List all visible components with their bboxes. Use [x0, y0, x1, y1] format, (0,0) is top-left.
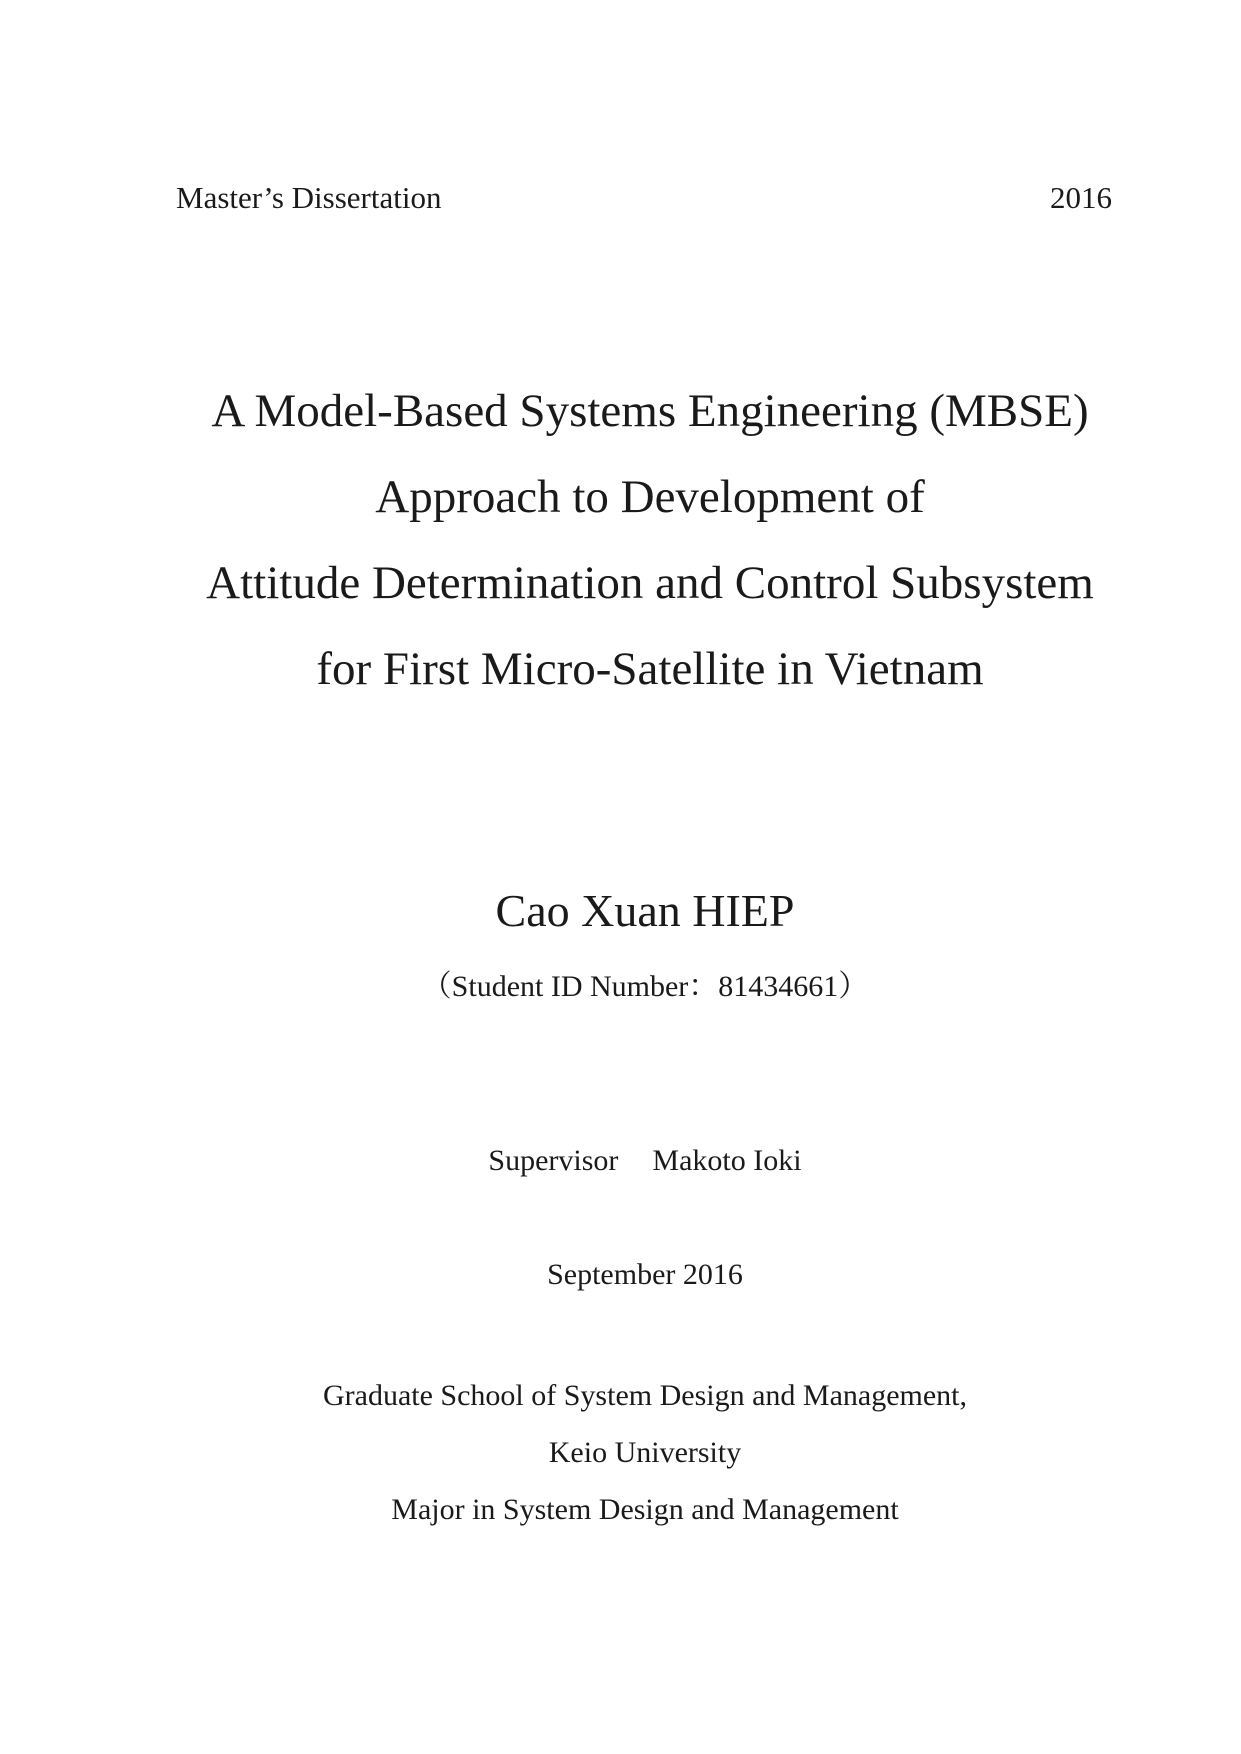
affiliation — [0, 1367, 1241, 1538]
title-line: A Model-Based Systems Engineering (MBSE) — [211, 385, 1089, 437]
student-id: （Student ID Number：81434661） — [421, 970, 869, 1003]
supervisor-label: Supervisor — [488, 1144, 619, 1177]
affiliation-line: Major in System Design and Management — [391, 1493, 899, 1526]
title-line: for First Micro-Satellite in Vietnam — [316, 643, 984, 695]
affiliation-line: Keio University — [548, 1436, 742, 1469]
page-header — [176, 178, 1112, 218]
header-year: 2016 — [1050, 180, 1112, 215]
affiliation-line: Graduate School of System Design and Management, — [322, 1379, 968, 1412]
title-line: Approach to Development of — [375, 471, 925, 523]
supervisor-line — [0, 1141, 1241, 1181]
title-line: Attitude Determination and Control Subsystem — [206, 557, 1094, 609]
dissertation-title — [100, 368, 1200, 712]
author-name: Cao Xuan HIEP — [495, 885, 795, 936]
document-type: Master’s Dissertation — [176, 180, 442, 215]
submission-date: September 2016 — [547, 1258, 743, 1291]
supervisor-name: Makoto Ioki — [652, 1144, 802, 1177]
